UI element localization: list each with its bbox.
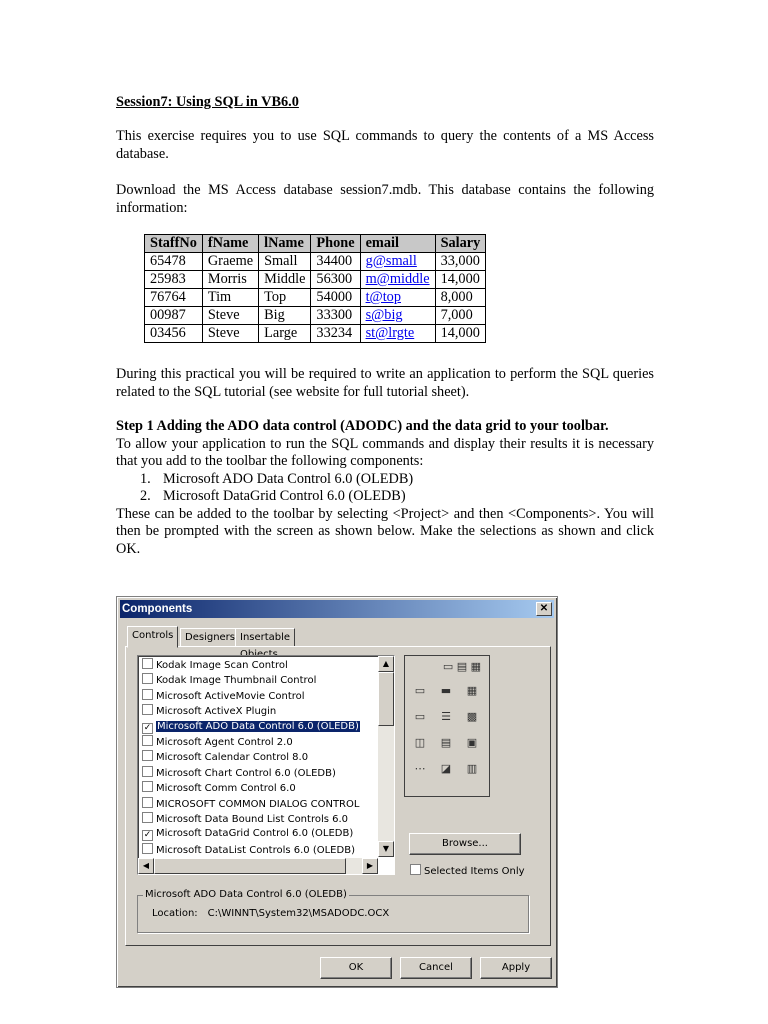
component-list-item[interactable] — [142, 704, 276, 718]
label-icon: ▬ — [440, 684, 452, 697]
table-cell: 56300 — [311, 271, 360, 289]
email-link[interactable]: m@middle — [365, 271, 430, 287]
scroll-down-button[interactable]: ▼ — [378, 841, 394, 857]
list-item — [140, 471, 654, 489]
table-row — [145, 307, 486, 325]
tabstrip-icon: ◫ — [414, 736, 426, 749]
close-button[interactable]: ✕ — [536, 602, 552, 616]
table-cell: Large — [259, 325, 311, 343]
scroll-thumb[interactable] — [378, 672, 394, 726]
table-cell: Steve — [202, 325, 258, 343]
staff-table — [144, 234, 486, 343]
list-item — [140, 488, 654, 506]
table-cell: 7,000 — [435, 307, 486, 325]
component-label: MICROSOFT COMMON DIALOG CONTROL — [156, 798, 360, 810]
component-label: Microsoft DataGrid Control 6.0 (OLEDB) — [156, 828, 354, 840]
component-label: Kodak Image Scan Control — [156, 660, 288, 671]
component-list-item[interactable] — [142, 735, 293, 749]
table-row — [145, 325, 486, 343]
scroll-left-button[interactable]: ◀ — [138, 858, 154, 874]
scroll-up-button[interactable]: ▲ — [378, 656, 394, 672]
unchecked-checkbox[interactable] — [142, 735, 153, 746]
component-list-item[interactable] — [142, 720, 360, 734]
component-label: Microsoft Chart Control 6.0 (OLEDB) — [156, 767, 336, 779]
table-cell: 34400 — [311, 253, 360, 271]
unchecked-checkbox[interactable] — [142, 781, 153, 792]
table-body — [145, 253, 486, 343]
unchecked-checkbox[interactable] — [142, 812, 153, 823]
list-number: 2. — [140, 488, 151, 504]
component-label: Microsoft ActiveX Plugin — [156, 706, 277, 718]
table-cell: Top — [259, 289, 311, 307]
component-label: Microsoft Data Bound List Controls 6.0 — [156, 814, 349, 825]
datagrid-icon: ▥ — [466, 762, 478, 775]
component-label: Microsoft ActiveMovie Control — [156, 690, 305, 702]
step1-text: To allow your application to run the SQL commands and display their results it is necessary that you add to the toolbar the following components: — [116, 435, 654, 469]
table-cell: 33,000 — [435, 253, 486, 271]
chart-icon: ▤ — [440, 736, 452, 749]
hscroll-thumb[interactable] — [154, 858, 346, 874]
column-header: StaffNo — [145, 235, 203, 253]
column-header: email — [360, 235, 435, 253]
component-list-item[interactable] — [142, 750, 308, 764]
column-header: fName — [202, 235, 258, 253]
vertical-scrollbar[interactable] — [378, 656, 394, 857]
unchecked-checkbox[interactable] — [142, 843, 153, 854]
email-link[interactable]: t@top — [365, 289, 401, 305]
selection-groupbox — [137, 889, 529, 933]
component-label: Microsoft ADO Data Control 6.0 (OLEDB) — [157, 720, 359, 732]
table-cell: 14,000 — [435, 271, 486, 289]
component-label: Microsoft Comm Control 6.0 — [156, 783, 296, 795]
column-header: lName — [259, 235, 311, 253]
browse-button[interactable]: Browse... — [409, 833, 521, 855]
component-list-item[interactable] — [142, 766, 336, 780]
dialog-title: Components — [122, 603, 193, 615]
image-icon: ◪ — [440, 762, 452, 775]
dialog-titlebar — [120, 600, 554, 618]
table-cell: 54000 — [311, 289, 360, 307]
list-number: 1. — [140, 470, 151, 487]
step1-after-text: These can be added to the toolbar by selecting <Project> and then <Components>. You will then be prompted with the screen as shown below. Make the selections as shown and click OK. — [116, 505, 654, 557]
component-label: Microsoft DataList Controls 6.0 (OLEDB) — [156, 844, 355, 856]
location-row — [152, 908, 389, 919]
table-cell: Tim — [202, 289, 258, 307]
table-cell: 14,000 — [435, 325, 486, 343]
location-value: C:\WINNT\System32\MSADODC.OCX — [207, 908, 390, 919]
component-list-item[interactable] — [142, 797, 359, 811]
scroll-right-button[interactable]: ▶ — [362, 858, 378, 874]
step1-heading: Step 1 Adding the ADO data control (ADODC) and the data grid to your toolbar. — [116, 418, 609, 434]
download-paragraph: Download the MS Access database session7.mdb. This database contains the following information: — [116, 182, 654, 216]
checkbox-box[interactable] — [410, 864, 421, 875]
listview-icon: ▩ — [466, 710, 478, 723]
table-cell: Big — [259, 307, 311, 325]
unchecked-checkbox[interactable] — [142, 704, 153, 715]
unchecked-checkbox[interactable] — [142, 750, 153, 761]
component-label: Kodak Image Thumbnail Control — [156, 675, 317, 687]
table-cell: Graeme — [202, 253, 258, 271]
horizontal-scrollbar[interactable] — [138, 858, 378, 874]
email-link[interactable]: st@lrgte — [365, 325, 415, 341]
column-header: Phone — [311, 235, 360, 253]
grid-icon: ▦ — [466, 684, 478, 697]
step1-section — [116, 418, 654, 558]
unchecked-checkbox[interactable] — [142, 689, 153, 700]
component-label: Microsoft Agent Control 2.0 — [156, 737, 293, 748]
component-list-item[interactable] — [142, 812, 348, 826]
ok-button[interactable]: OK — [320, 957, 392, 979]
table-cell — [360, 325, 435, 343]
tree-icon: ☰ — [441, 710, 451, 723]
network-icon: ▣ — [466, 736, 478, 749]
page-title: Session7: Using SQL in VB6.0 — [116, 94, 299, 110]
table-cell — [360, 271, 435, 289]
selected-items-only-checkbox[interactable] — [410, 864, 525, 877]
toolbox-header-icon: ▭ ▤ ▦ — [442, 660, 481, 673]
table-cell: Morris — [202, 271, 258, 289]
table-cell: Middle — [259, 271, 311, 289]
apply-button[interactable]: Apply — [480, 957, 552, 979]
components-list — [116, 471, 654, 506]
list-text: Microsoft ADO Data Control 6.0 (OLEDB) — [163, 470, 414, 487]
unchecked-checkbox[interactable] — [142, 797, 153, 808]
table-cell: 25983 — [145, 271, 203, 289]
table-cell: 33300 — [311, 307, 360, 325]
table-cell — [360, 289, 435, 307]
email-link[interactable]: g@small — [365, 253, 417, 269]
toolbox-preview — [404, 655, 490, 797]
frame-icon: ▭ — [414, 684, 426, 697]
table-cell: 8,000 — [435, 289, 486, 307]
unchecked-checkbox[interactable] — [142, 673, 153, 684]
component-list-item[interactable] — [142, 689, 305, 703]
table-cell — [360, 253, 435, 271]
tab-designers[interactable]: Designers — [180, 628, 240, 647]
tab-insertable-objects[interactable]: Insertable — [235, 628, 295, 647]
intro-paragraph: This exercise requires you to use SQL commands to query the contents of a MS Access database. — [116, 128, 654, 162]
components-dialog — [116, 596, 558, 988]
tab-controls[interactable]: Controls — [127, 626, 178, 648]
table-cell: 00987 — [145, 307, 203, 325]
practical-paragraph: During this practical you will be required to write an application to perform the SQL queries related to the SQL tutorial (see website for full tutorial sheet). — [116, 366, 654, 400]
checked-checkbox[interactable]: ✓ — [143, 830, 152, 841]
dots-icon: ⋯ — [414, 762, 426, 775]
email-link[interactable]: s@big — [365, 307, 403, 323]
component-list-item[interactable] — [142, 781, 296, 795]
table-row — [145, 289, 486, 307]
component-list-item[interactable] — [142, 827, 353, 841]
table-header-row — [145, 235, 486, 253]
textbox-icon: ▭ — [414, 710, 426, 723]
table-cell — [360, 307, 435, 325]
component-list-item[interactable] — [142, 658, 288, 672]
components-listbox[interactable] — [137, 655, 395, 875]
unchecked-checkbox[interactable] — [142, 766, 153, 777]
table-cell: 65478 — [145, 253, 203, 271]
table-cell: Small — [259, 253, 311, 271]
group-label: Microsoft ADO Data Control 6.0 (OLEDB) — [145, 889, 347, 900]
table-cell: 76764 — [145, 289, 203, 307]
table-cell: 33234 — [311, 325, 360, 343]
selected-items-only-label: Selected Items Only — [424, 866, 525, 877]
table-cell: 03456 — [145, 325, 203, 343]
location-label: Location: — [152, 908, 198, 919]
column-header: Salary — [435, 235, 486, 253]
table-row — [145, 253, 486, 271]
table-cell: Steve — [202, 307, 258, 325]
component-label: Microsoft Calendar Control 8.0 — [156, 752, 309, 764]
checked-checkbox[interactable]: ✓ — [143, 722, 152, 733]
component-list-item[interactable] — [142, 673, 316, 687]
table-row — [145, 271, 486, 289]
component-list-item[interactable] — [142, 843, 355, 857]
cancel-button[interactable]: Cancel — [400, 957, 472, 979]
unchecked-checkbox[interactable] — [142, 658, 153, 669]
list-text: Microsoft DataGrid Control 6.0 (OLEDB) — [163, 488, 406, 504]
